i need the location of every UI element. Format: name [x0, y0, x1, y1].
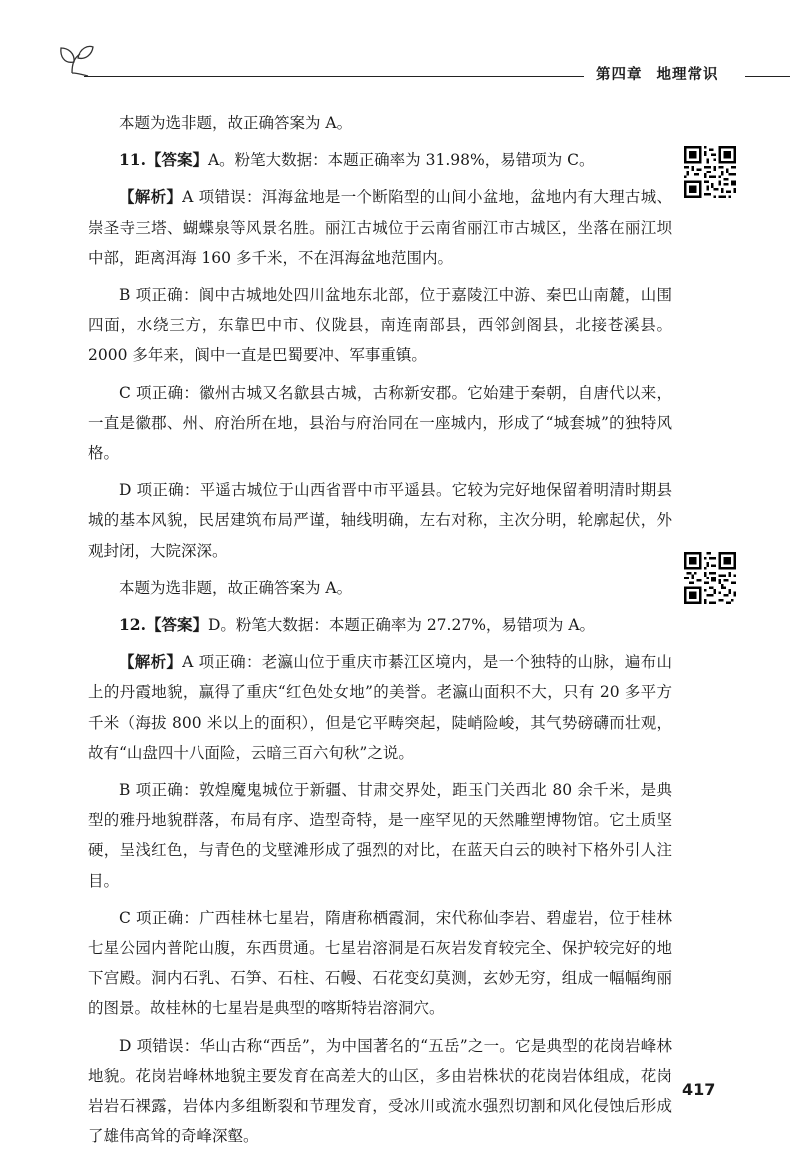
- paragraph: [88, 903, 672, 1024]
- paragraph-text: A。粉笔大数据：本题正确率为 31.98%，易错项为 C。: [207, 151, 595, 170]
- answer-explanations: [88, 108, 672, 1159]
- page-header: [0, 0, 800, 90]
- paragraph-text: D 项错误：华山古称“西岳”，为中国著名的“五岳”之一。它是典型的花岗岩峰林地貌。花岗岩峰林地貌主要发育在高差大的山区，多由岩株状的花岗岩体组成，花岗岩岩石裸露，岩体内多组断裂和节理发育，受冰川或流水强烈切割和风化侵蚀后形成了雄伟高耸的奇峰深壑。: [88, 1036, 672, 1146]
- chapter-label: 第四章: [596, 67, 643, 83]
- section-label: 地理常识: [656, 67, 719, 83]
- header-rule-left: [84, 76, 584, 77]
- page-number: 417: [682, 1080, 716, 1099]
- answer-paragraph: [88, 610, 672, 640]
- header-rule-right: [745, 76, 790, 77]
- analysis-label: 【解析】: [119, 652, 183, 672]
- paragraph-text: 本题为选非题，故正确答案为 A。: [119, 114, 353, 132]
- paragraph-text: A 项正确：老瀛山位于重庆市綦江区境内，是一个独特的山脉，遍布山上的丹霞地貌，赢得了重庆“红色处女地”的美誉。老瀛山面积不大，只有 20 多平方千米（海拔 800 米以上的面积），但是它平畴突起，陡峭险峻，其气势磅礴而壮观，故有“山盘四十八面险，云暗三百六旬秋”之说。: [88, 653, 672, 762]
- paragraph: [88, 775, 672, 896]
- qr-code-icon[interactable]: [684, 146, 736, 198]
- paragraph-text: B 项正确：阆中古城地处四川盆地东北部，位于嘉陵江中游、秦巴山南麓，山围四面，水绕三方，东靠巴中市、仪陇县，南连南部县，西邻剑阁县，北接苍溪县。2000 多年来，阆中一直是巴蜀要冲、军事重镇。: [88, 286, 672, 365]
- paragraph: [88, 378, 672, 469]
- answer-paragraph: [88, 145, 672, 175]
- paragraph: [88, 573, 672, 603]
- analysis-label: 【解析】: [119, 187, 183, 207]
- paragraph-text: D 项正确：平遥古城位于山西省晋中市平遥县。它较为完好地保留着明清时期县城的基本风貌，民居建筑布局严谨，轴线明确，左右对称，主次分明，轮廓起伏，外观封闭，大院深深。: [88, 481, 672, 560]
- analysis-paragraph: [88, 182, 672, 273]
- qr-code-icon[interactable]: [684, 552, 736, 604]
- sprout-leaf-icon: [58, 42, 94, 76]
- paragraph-text: C 项正确：徽州古城又名歙县古城，古称新安郡。它始建于秦朝，自唐代以来，一直是徽郡、州、府治所在地，县治与府治同在一座城内，形成了“城套城”的独特风格。: [88, 383, 672, 463]
- running-head: [596, 63, 746, 84]
- paragraph: [88, 1031, 672, 1152]
- answer-label: 12.【答案】: [119, 615, 208, 635]
- paragraph-text: 本题为选非题，故正确答案为 A。: [119, 578, 353, 597]
- answer-label: 11.【答案】: [119, 150, 208, 170]
- paragraph-text: D。粉笔大数据：本题正确率为 27.27%，易错项为 A。: [207, 616, 596, 635]
- paragraph: [88, 108, 672, 138]
- paragraph-text: B 项正确：敦煌魔鬼城位于新疆、甘肃交界处，距玉门关西北 80 余千米，是典型的雅丹地貌群落，布局有序、造型奇特，是一座罕见的天然雕塑博物馆。它土质坚硬，呈浅红色，与青色的戈壁滩形成了强烈的对比，在蓝天白云的映衬下格外引人注目。: [88, 781, 672, 890]
- paragraph-text: C 项正确：广西桂林七星岩，隋唐称栖霞洞，宋代称仙李岩、碧虚岩，位于桂林七星公园内普陀山腹，东西贯通。七星岩溶洞是石灰岩发育较完全、保护较完好的地下宫殿。洞内石乳、石笋、石柱、石幔、石花变幻莫测，玄妙无穷，组成一幅幅绚丽的图景。故桂林的七星岩是典型的喀斯特岩溶洞穴。: [88, 908, 672, 1018]
- paragraph: [88, 475, 672, 566]
- paragraph: [88, 280, 672, 371]
- analysis-paragraph: [88, 647, 672, 768]
- paragraph-text: A 项错误：洱海盆地是一个断陷型的山间小盆地，盆地内有大理古城、崇圣寺三塔、蝴蝶泉等风景名胜。丽江古城位于云南省丽江市古城区，坐落在丽江坝中部，距离洱海 160 多千米，不在洱海盆地范围内。: [88, 188, 672, 267]
